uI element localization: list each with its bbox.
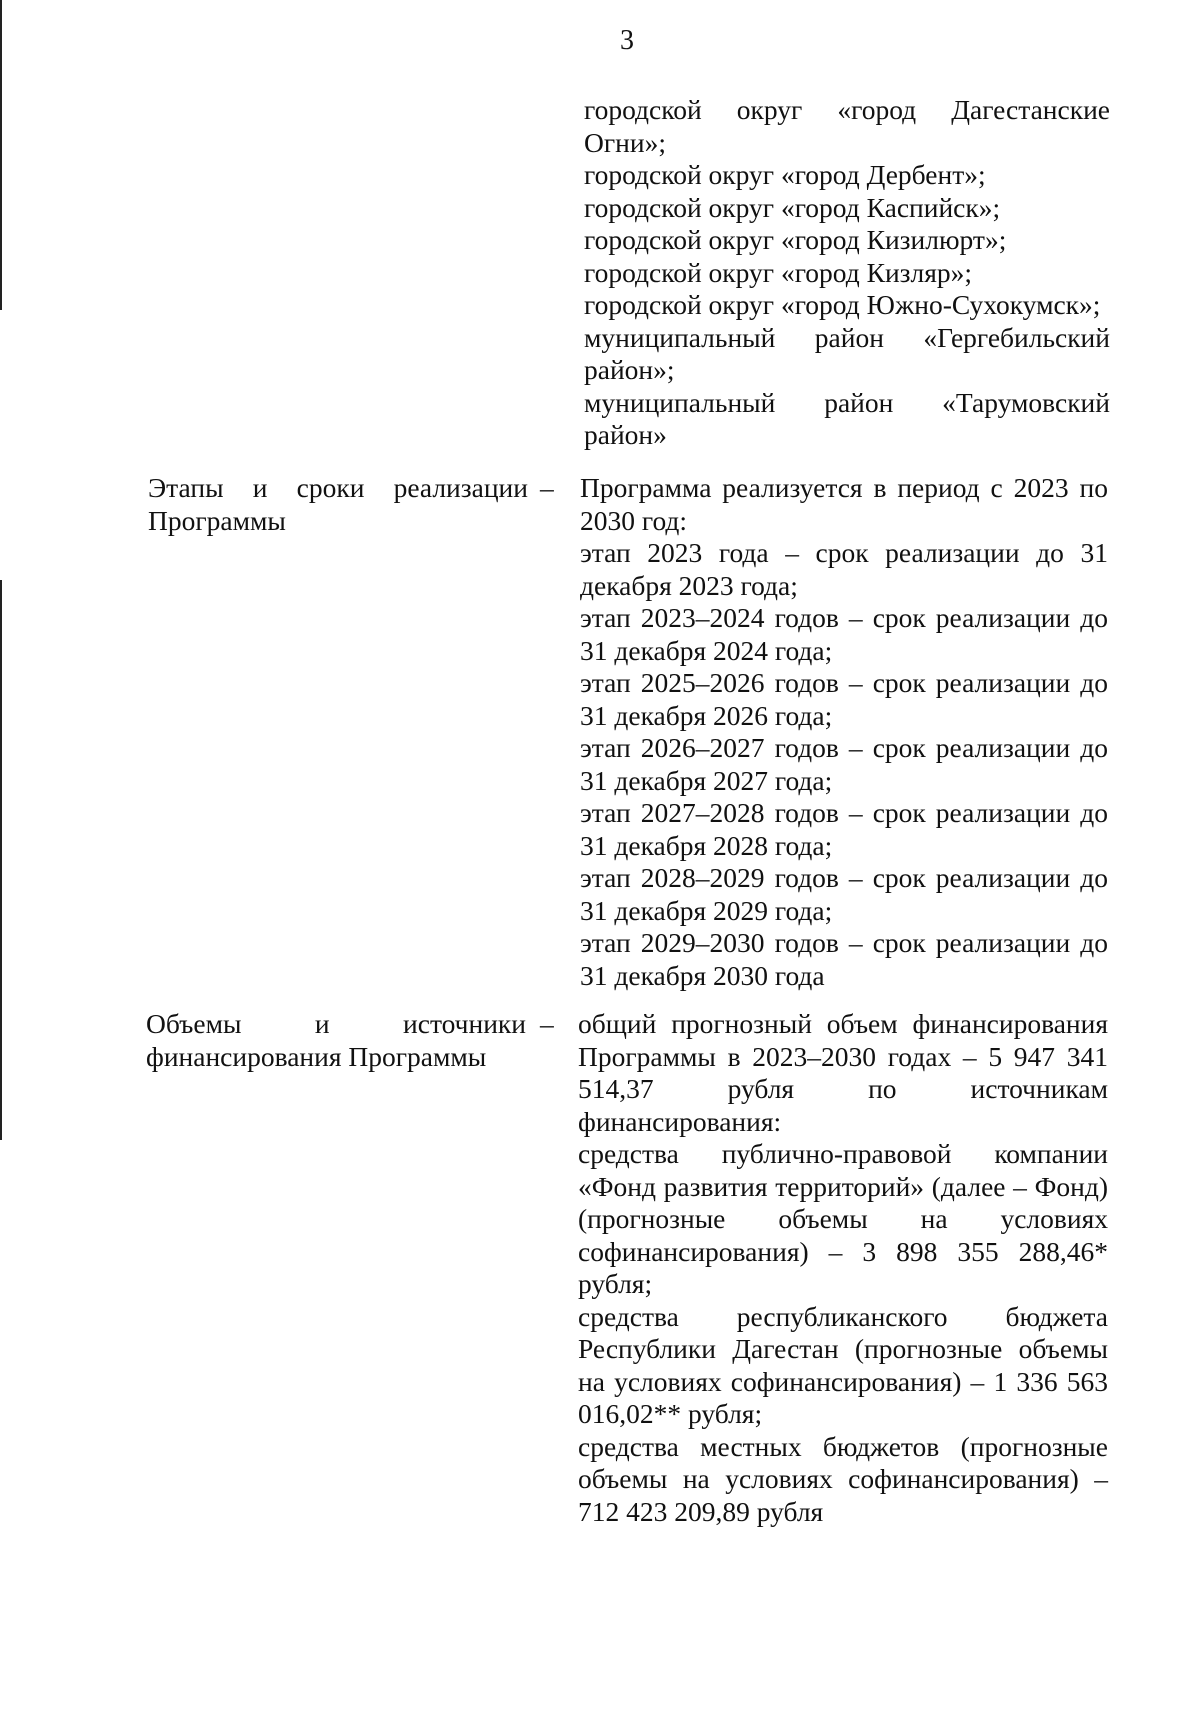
municipality-item: городской округ «город Кизляр»; [584, 256, 973, 288]
funding-item: средства республиканского бюджета Республики Дагестан (прогнозные объемы на условиях софинансирования) – 1 336 563 016,02** рубля; [578, 1300, 1108, 1429]
municipality-item: городской округ «город Каспийск»; [584, 191, 1001, 223]
funding-item: средства публично-правовой компании «Фонд развития территорий» (далее – Фонд) (прогнозные объемы на условиях софинансирования) – 3 898 355 288,46* рубля; [578, 1138, 1108, 1299]
municipality-item: муниципальный район «Тарумовский район» [584, 386, 1110, 450]
stage-item: этап 2028–2029 годов – срок реализации до 31 декабря 2029 года; [580, 862, 1108, 926]
stage-item: этап 2027–2028 годов – срок реализации до 31 декабря 2028 года; [580, 797, 1108, 861]
municipality-item: городской округ «город Южно-Сухокумск»; [584, 289, 1101, 320]
stages-dash: – [540, 472, 554, 503]
municipality-item: городской округ «город Дербент»; [584, 159, 986, 190]
funding-label [146, 1008, 526, 1073]
municipalities-list [584, 94, 1110, 452]
scan-edge-mark [0, 580, 2, 1140]
stage-item: этап 2029–2030 годов – срок реализации до 31 декабря 2030 года [580, 927, 1108, 991]
scan-edge-mark [0, 0, 2, 310]
stage-item: этап 2023 года – срок реализации до 31 декабря 2023 года; [580, 537, 1108, 601]
municipality-item: городской округ «город Дагестанские Огни»; [584, 94, 1110, 158]
page-number: 3 [620, 25, 634, 56]
funding-item: средства местных бюджетов (прогнозные объемы на условиях софинансирования) – 712 423 209,89 рубля [578, 1430, 1108, 1527]
municipality-item: городской округ «город Кизилюрт»; [584, 224, 1007, 255]
funding-dash: – [540, 1008, 554, 1039]
funding-item: общий прогнозный объем финансирования Программы в 2023–2030 годах – 5 947 341 514,37 рубля по источникам финансирования: [578, 1008, 1108, 1137]
stage-item: этап 2026–2027 годов – срок реализации до 31 декабря 2027 года; [580, 732, 1108, 796]
stage-item: этап 2025–2026 годов – срок реализации до 31 декабря 2026 года; [580, 667, 1108, 731]
stages-label-text: Этапы и сроки реализации Программы [148, 472, 528, 536]
municipality-item: муниципальный район «Гергебильский район»; [584, 321, 1110, 385]
stage-item: этап 2023–2024 годов – срок реализации до 31 декабря 2024 года; [580, 602, 1108, 666]
stage-item: Программа реализуется в период с 2023 по 2030 год: [580, 472, 1108, 536]
stages-list [580, 472, 1108, 992]
funding-label-text: Объемы и источники финансирования Программы [146, 1008, 526, 1072]
funding-list [578, 1008, 1108, 1528]
stages-label [148, 472, 528, 537]
